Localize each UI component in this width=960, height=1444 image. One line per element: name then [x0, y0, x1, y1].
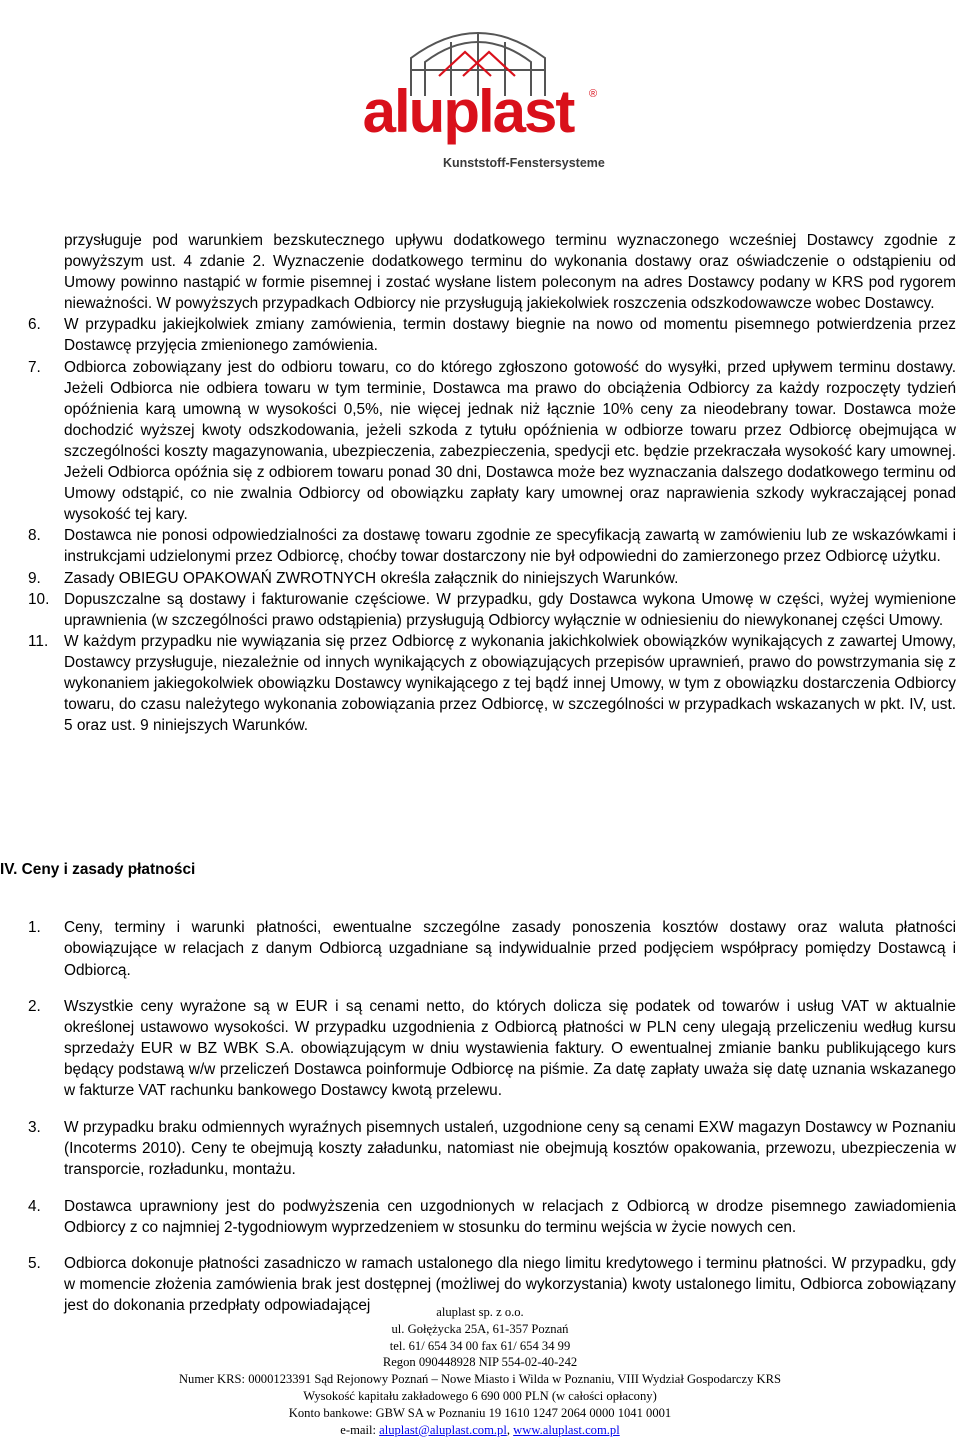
list-item-text: Dostawca nie ponosi odpowiedzialności za dostawę towaru zgodnie ze specyfikacją zawartą w zamówieniu lub ze wskazówkami i instrukcjami udzielonymi przez Odbiorcę, choćby towar dostarczony nie był odpowiedni do zamierzonego przez Odbiorcę użytku. — [64, 527, 956, 566]
footer-regon: Regon 090448928 NIP 554-02-40-242 — [382, 1355, 578, 1370]
footer-address: ul. Gołężycka 25A, 61-357 Poznań — [391, 1321, 569, 1336]
list-item-text: W każdym przypadku nie wywiązania się przez Odbiorcę z wykonania jakichkolwiek obowiązków wynikających z zawartej Umowy, Dostawcy przysługuje, niezależnie od innych wynikających z obowiązujących przepisów uprawnień, prawo do powstrzymania się z wykonaniem jakiegokolwiek obowiązku Dostawcy wynikającego z tej bądź innej Umowy, w tym z obowiązku dostarczenia Odbiorcy towaru, do czasu należytego wykonania zobowiązania przez Odbiorcę, w szczególności w przypadkach wskazanych w pkt. IV, ust. 5 oraz ust. 9 niniejszych Warunków. — [64, 632, 956, 735]
list-item-number: 2. — [28, 998, 41, 1016]
list-item — [28, 917, 956, 980]
logo-tagline: Kunststoff-Fenstersysteme — [443, 156, 605, 170]
list-item-number: 7. — [28, 358, 41, 376]
list-item-text: W przypadku jakiejkolwiek zmiany zamówienia, termin dostawy biegnie na nowo od momentu pisemnego potwierdzenia przez Dostawcę przyjęcia zmienionego zamówienia. — [64, 316, 956, 355]
list-item-text: W przypadku braku odmiennych wyraźnych pisemnych ustaleń, uzgodnione ceny są cenami EXW magazyn Dostawcy w Poznaniu (Incoterms 2010). Ceny te obejmują koszty załadunku, natomiast nie obejmują kosztów opakowania, przewozu, ubezpieczenia w transporcie, rozładunku, montażu. — [64, 1118, 956, 1179]
list-item-text: Odbiorca dokonuje płatności zasadniczo w ramach ustalonego dla niego limitu kredytowego i terminu płatności. W przypadku, gdy w momencie złożenia zamówienia brak jest dostępnej (możliwej do wykorzystania) kwoty ustalonego limitu, Odbiorca zobowiązany jest do dokonania przedpłaty odpowiadającej — [64, 1255, 956, 1315]
registered-mark: ® — [589, 88, 598, 100]
email-label: e-mail: — [340, 1422, 380, 1437]
list-item-number: 11. — [28, 632, 49, 650]
list-item — [28, 568, 956, 589]
footer-phone: tel. 61/ 654 34 00 fax 61/ 654 34 99 — [389, 1338, 571, 1353]
list-item-number: 10. — [28, 590, 50, 608]
list-item — [28, 314, 956, 356]
list-item-number: 4. — [28, 1197, 41, 1215]
list-item — [28, 631, 956, 736]
logo-brand: aluplast — [362, 78, 574, 145]
list-item-text: Zasady OBIEGU OPAKOWAŃ ZWROTNYCH określa załącznik do niniejszych Warunków. — [64, 569, 679, 587]
list-item-number: 8. — [28, 527, 41, 545]
list-item — [28, 1196, 956, 1238]
footer-contact — [0, 1422, 960, 1439]
list-item-text: Dopuszczalne są dostawy i fakturowanie częściowe. W przypadku, gdy Dostawca wykona Umowę w części, wyżej wymienione uprawnienia (w szczególności prawo odstąpienia) przysługują Odbiorcy wyłącznie w odniesieniu do niewykonanej części Umowy. — [64, 590, 956, 629]
footer-krs: Numer KRS: 0000123391 Sąd Rejonowy Poznań – Nowe Miasto i Wilda w Poznaniu, VIII Wydział Gospodarczy KRS — [178, 1372, 782, 1387]
footer-company: aluplast sp. z o.o. — [436, 1305, 524, 1319]
contact-separator: , — [506, 1422, 514, 1437]
company-logo — [333, 18, 633, 170]
list-item-text: Odbiorca zobowiązany jest do odbioru towaru, co do którego zgłoszono gotowość do wysyłki, przed upływem terminu dostawy. Jeżeli Odbiorca nie odbiera towaru w tym terminie, Dostawca ma prawo do obciążenia Odbiorcy za każdy rozpoczęty tydzień opóźnienia karą umowną w wysokości 0,5%, nie więcej jednak niż łącznie 10% ceny za nieodebrany towar. Dostawca może dochodzić wyższej kwoty odszkodowania, jeżeli szkoda z tytułu opóźnienia w odbiorze towaru przez Odbiorcę obejmująca w szczególności koszty magazynowania, ubezpieczenia, zabezpieczenia, spedycji etc. będzie przekraczała wysokość kary umownej. Jeżeli Odbiorca opóźnia się z odbiorem towaru ponad 30 dni, Dostawca może bez wyznaczania dalszego dodatkowego terminu od Umowy odstąpić, co nie zwalnia Odbiorcy od obowiązku zapłaty kary umownej oraz naprawienia szkody wykraczającej ponad wysokość tej kary. — [64, 358, 956, 524]
list-item-number: 5. — [28, 1255, 41, 1273]
page-footer — [0, 1304, 960, 1438]
section-3-continuation — [28, 230, 956, 736]
section-heading: IV. Ceny i zasady płatności — [0, 861, 196, 878]
list-item-text: Ceny, terminy i warunki płatności, ewentualne szczególne zasady ponoszenia kosztów dostawy oraz waluta płatności obowiązujące w relacjach z danym Odbiorcą uzgadniane są indywidualnie przed podjęciem współpracy pomiędzy Dostawcą i Odbiorcą. — [64, 919, 956, 979]
list-item-number: 3. — [28, 1118, 41, 1136]
list-item — [28, 357, 956, 526]
list-item-number: 9. — [28, 569, 41, 587]
continuation-paragraph: przysługuje pod warunkiem bezskutecznego upływu dodatkowego terminu wyznaczonego wcześniej Dostawcy zgodnie z powyższym ust. 4 zdanie 2. Wyznaczenie dodatkowego terminu do wykonania dostawy oraz oświadczenie o odstąpieniu od Umowy powinno nastąpić w formie pisemnej i zostać wysłane listem poleconym na adres Dostawcy podany w KRS pod rygorem nieważności. W powyższych przypadkach Odbiorcy nie przysługują jakiekolwiek roszczenia odszkodowawcze wobec Dostawcy. — [64, 232, 956, 313]
list-item-number: 1. — [28, 919, 41, 937]
footer-bank: Konto bankowe: GBW SA w Poznaniu 19 1610 1247 2064 0000 1041 0001 — [288, 1405, 672, 1420]
list-item-text: Wszystkie ceny wyrażone są w EUR i są cenami netto, do których dolicza się podatek od towarów i usług VAT w aktualnie określonej ustawowo wysokości. W przypadku uzgodnienia z Odbiorcą płatności w PLN ceny ulegają przeliczeniu według kursu sprzedaży EUR w BZ WBK S.A. obowiązującym w dniu wystawienia faktury. O ewentualnej zmianie banku publikującego kurs będący podstawą w/w przeliczeń Dostawca poinformuje Odbiorcę na piśmie. Za datę zapłaty uważa się datę uznania wskazanego w fakturze VAT rachunku bankowego Dostawcy kwotą przelewu. — [64, 998, 956, 1100]
website-link[interactable]: www.aluplast.com.pl — [513, 1422, 620, 1437]
footer-capital: Wysokość kapitału zakładowego 6 690 000 PLN (w całości opłacony) — [303, 1388, 657, 1403]
list-item — [28, 1117, 956, 1180]
list-item — [28, 525, 956, 567]
list-item-text: Dostawca uprawniony jest do podwyższenia cen uzgodnionych w relacjach z Odbiorcą w drodze pisemnego zawiadomienia Odbiorcy z co najmniej 2-tygodniowym wyprzedzeniem w stosunku do terminu wejścia w życie nowych cen. — [64, 1197, 956, 1236]
list-item-number: 6. — [28, 316, 41, 334]
email-link[interactable]: aluplast@aluplast.com.pl — [379, 1422, 507, 1437]
list-item — [28, 996, 956, 1101]
section-4-list — [28, 902, 956, 1332]
list-item — [28, 589, 956, 631]
